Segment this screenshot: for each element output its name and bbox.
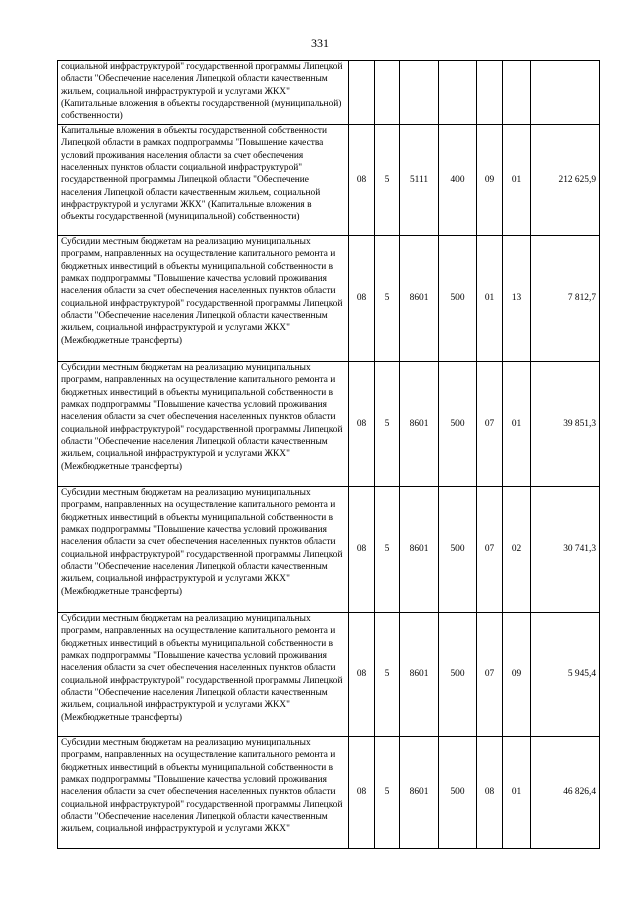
cell-subsection: 02 (503, 487, 531, 613)
cell-subprogram (375, 61, 400, 125)
cell-expense-type: 500 (439, 613, 477, 737)
cell-subsection: 13 (503, 236, 531, 362)
table-row (58, 236, 600, 362)
cell-program: 08 (349, 737, 375, 849)
cell-subsection: 01 (503, 737, 531, 849)
cell-program: 08 (349, 125, 375, 236)
cell-subprogram: 5 (375, 125, 400, 236)
cell-direction: 8601 (400, 613, 439, 737)
cell-amount: 30 741,3 (531, 487, 600, 613)
cell-subsection: 01 (503, 362, 531, 487)
cell-amount: 46 826,4 (531, 737, 600, 849)
cell-expense-type: 500 (439, 236, 477, 362)
cell-amount: 212 625,9 (531, 125, 600, 236)
cell-section: 09 (477, 125, 503, 236)
cell-subprogram: 5 (375, 737, 400, 849)
cell-direction (400, 61, 439, 125)
cell-section (477, 61, 503, 125)
cell-direction: 8601 (400, 362, 439, 487)
cell-expense-type: 500 (439, 737, 477, 849)
row-description: социальной инфраструктурой" государственной программы Липецкой области "Обеспечение населения Липецкой области качественным жильем, социальной инфраструктурой и услугами ЖКХ" (Капитальные вложения в объекты государственной (муниципальной) собственности) (58, 61, 349, 125)
cell-program (349, 61, 375, 125)
table-row (58, 362, 600, 487)
table-row (58, 61, 600, 125)
row-description: Капитальные вложения в объекты государственной собственности Липецкой области в рамках подпрограммы "Повышение качества условий проживания населения области за счет обеспечения населенных пунктов области социальной инфраструктурой" государственной программы Липецкой области "Обеспечение населения Липецкой области качественным жильем, социальной инфраструктурой и услугами ЖКХ" (Капитальные вложения в объекты государственной (муниципальной) собственности) (58, 125, 349, 236)
row-description: Субсидии местным бюджетам на реализацию муниципальных программ, направленных на осуществление капитального ремонта и бюджетных инвестиций в объекты муниципальной собственности в рамках подпрограммы "Повышение качества условий проживания населения области за счет обеспечения населенных пунктов области социальной инфраструктурой" государственной программы Липецкой области "Обеспечение населения Липецкой области качественным жильем, социальной инфраструктурой и услугами ЖКХ" (58, 737, 349, 849)
row-description: Субсидии местным бюджетам на реализацию муниципальных программ, направленных на осуществление капитального ремонта и бюджетных инвестиций в объекты муниципальной собственности в рамках подпрограммы "Повышение качества условий проживания населения области за счет обеспечения населенных пунктов области социальной инфраструктурой" государственной программы Липецкой области "Обеспечение населения Липецкой области качественным жильем, социальной инфраструктурой и услугами ЖКХ" (Межбюджетные трансферты) (58, 236, 349, 362)
cell-expense-type (439, 61, 477, 125)
page-number: 331 (311, 36, 329, 50)
cell-section: 07 (477, 487, 503, 613)
cell-program: 08 (349, 487, 375, 613)
cell-section: 01 (477, 236, 503, 362)
cell-subprogram: 5 (375, 487, 400, 613)
cell-section: 07 (477, 362, 503, 487)
budget-table (57, 60, 600, 849)
cell-program: 08 (349, 613, 375, 737)
table-row (58, 613, 600, 737)
table-row (58, 737, 600, 849)
cell-amount: 7 812,7 (531, 236, 600, 362)
cell-subsection: 09 (503, 613, 531, 737)
cell-amount: 5 945,4 (531, 613, 600, 737)
cell-direction: 8601 (400, 737, 439, 849)
cell-expense-type: 500 (439, 487, 477, 613)
row-description: Субсидии местным бюджетам на реализацию муниципальных программ, направленных на осуществление капитального ремонта и бюджетных инвестиций в объекты муниципальной собственности в рамках подпрограммы "Повышение качества условий проживания населения области за счет обеспечения населенных пунктов области социальной инфраструктурой" государственной программы Липецкой области "Обеспечение населения Липецкой области качественным жильем, социальной инфраструктурой и услугами ЖКХ" (Межбюджетные трансферты) (58, 487, 349, 613)
table-row (58, 487, 600, 613)
cell-subprogram: 5 (375, 613, 400, 737)
cell-subprogram: 5 (375, 236, 400, 362)
cell-direction: 5111 (400, 125, 439, 236)
cell-program: 08 (349, 236, 375, 362)
cell-subsection (503, 61, 531, 125)
cell-amount (531, 61, 600, 125)
cell-expense-type: 400 (439, 125, 477, 236)
row-description: Субсидии местным бюджетам на реализацию муниципальных программ, направленных на осуществление капитального ремонта и бюджетных инвестиций в объекты муниципальной собственности в рамках подпрограммы "Повышение качества условий проживания населения области за счет обеспечения населенных пунктов области социальной инфраструктурой" государственной программы Липецкой области "Обеспечение населения Липецкой области качественным жильем, социальной инфраструктурой и услугами ЖКХ" (Межбюджетные трансферты) (58, 613, 349, 737)
row-description: Субсидии местным бюджетам на реализацию муниципальных программ, направленных на осуществление капитального ремонта и бюджетных инвестиций в объекты муниципальной собственности в рамках подпрограммы "Повышение качества условий проживания населения области за счет обеспечения населенных пунктов области социальной инфраструктурой" государственной программы Липецкой области "Обеспечение населения Липецкой области качественным жильем, социальной инфраструктурой и услугами ЖКХ" (Межбюджетные трансферты) (58, 362, 349, 487)
cell-direction: 8601 (400, 236, 439, 362)
cell-section: 08 (477, 737, 503, 849)
cell-subprogram: 5 (375, 362, 400, 487)
cell-program: 08 (349, 362, 375, 487)
cell-direction: 8601 (400, 487, 439, 613)
cell-amount: 39 851,3 (531, 362, 600, 487)
cell-section: 07 (477, 613, 503, 737)
table-row (58, 125, 600, 236)
cell-expense-type: 500 (439, 362, 477, 487)
cell-subsection: 01 (503, 125, 531, 236)
